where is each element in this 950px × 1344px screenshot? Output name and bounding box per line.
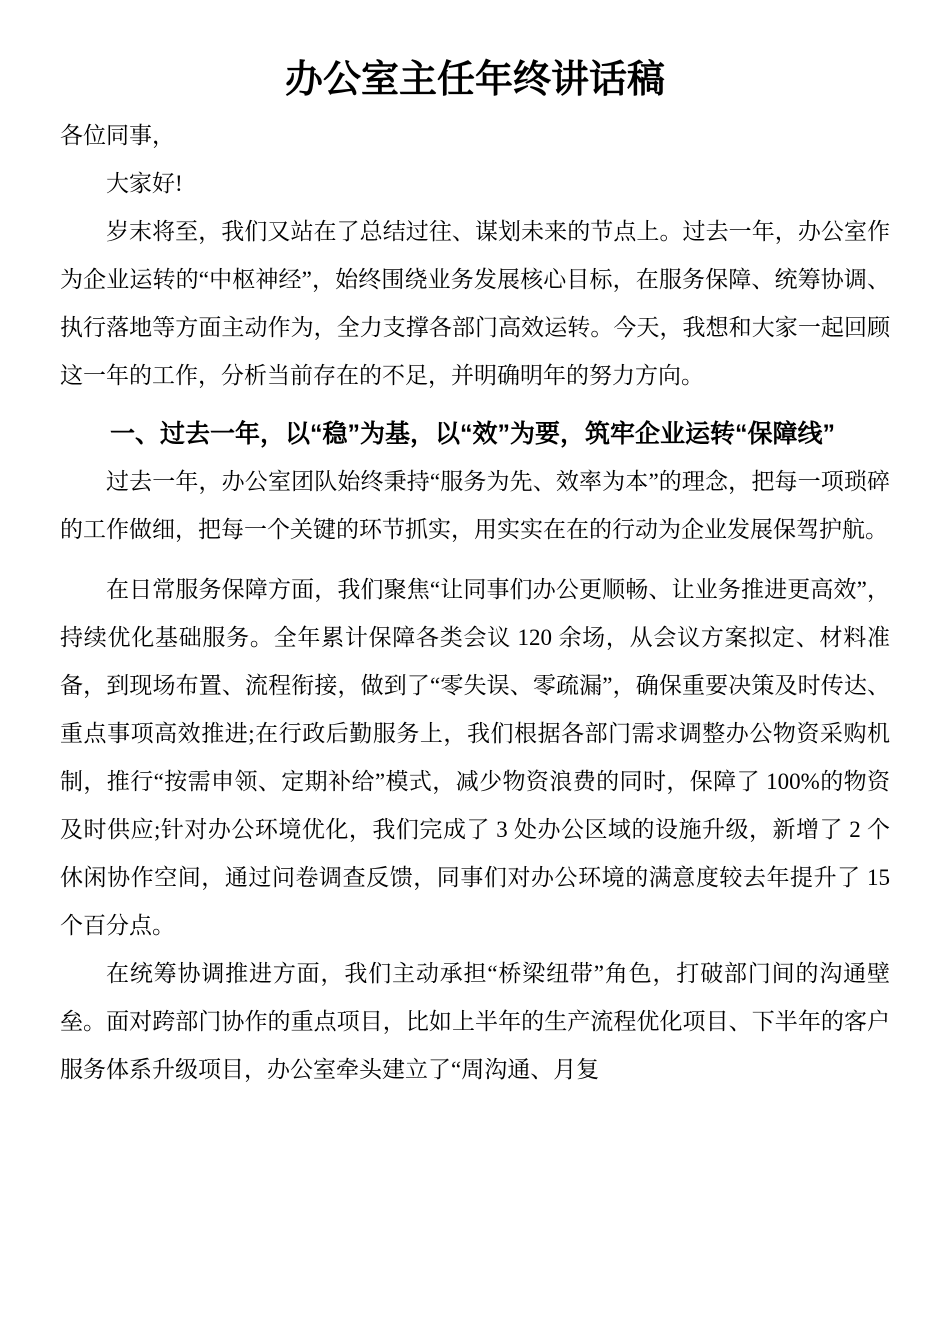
salutation-line: 各位同事， xyxy=(60,123,175,148)
section-1-paragraph-daily-service: 在日常服务保障方面，我们聚焦“让同事们办公更顺畅、让业务推进更高效”，持续优化基础服务。全年累计保障各类会议 120 余场，从会议方案拟定、材料准备，到现场布置、流程衔接，做到了“零失误、零疏漏”，确保重要决策及时传达、重点事项高效推进;在行政后勤服务上，我们根据各部门需求调整办公物资采购机制，推行“按需申领、定期补给”模式，减少物资浪费的同时，保障了 100%的物资及时供应;针对办公环境优化，我们完成了 3 处办公区域的设施升级，新增了 2 个休闲协作空间，通过问卷调查反馈，同事们对办公环境的满意度较去年提升了 15 个百分点。 xyxy=(60,577,890,938)
greeting-line: 大家好! xyxy=(106,171,183,196)
intro-paragraph: 岁末将至，我们又站在了总结过往、谋划未来的节点上。过去一年，办公室作为企业运转的“中枢神经”，始终围绕业务发展核心目标，在服务保障、统筹协调、执行落地等方面主动作为，全力支撑各部门高效运转。今天，我想和大家一起回顾这一年的工作，分析当前存在的不足，并明确明年的努力方向。 xyxy=(60,219,890,388)
document-title: 办公室主任年终讲话稿 xyxy=(284,59,665,101)
section-1-paragraph-coordination: 在统筹协调推进方面，我们主动承担“桥梁纽带”角色，打破部门间的沟通壁垒。面对跨部门协作的重点项目，比如上半年的生产流程优化项目、下半年的客户服务体系升级项目，办公室牵头建立了“周沟通、月复 xyxy=(60,961,890,1082)
section-1-paragraph-concept: 过去一年，办公室团队始终秉持“服务为先、效率为本”的理念，把每一项琐碎的工作做细，把每一个关键的环节抓实，用实实在在的行动为企业发展保驾护航。 xyxy=(60,469,890,542)
section-1-heading: 一、过去一年，以“稳”为基，以“效”为要，筑牢企业运转“保障线” xyxy=(110,420,836,448)
